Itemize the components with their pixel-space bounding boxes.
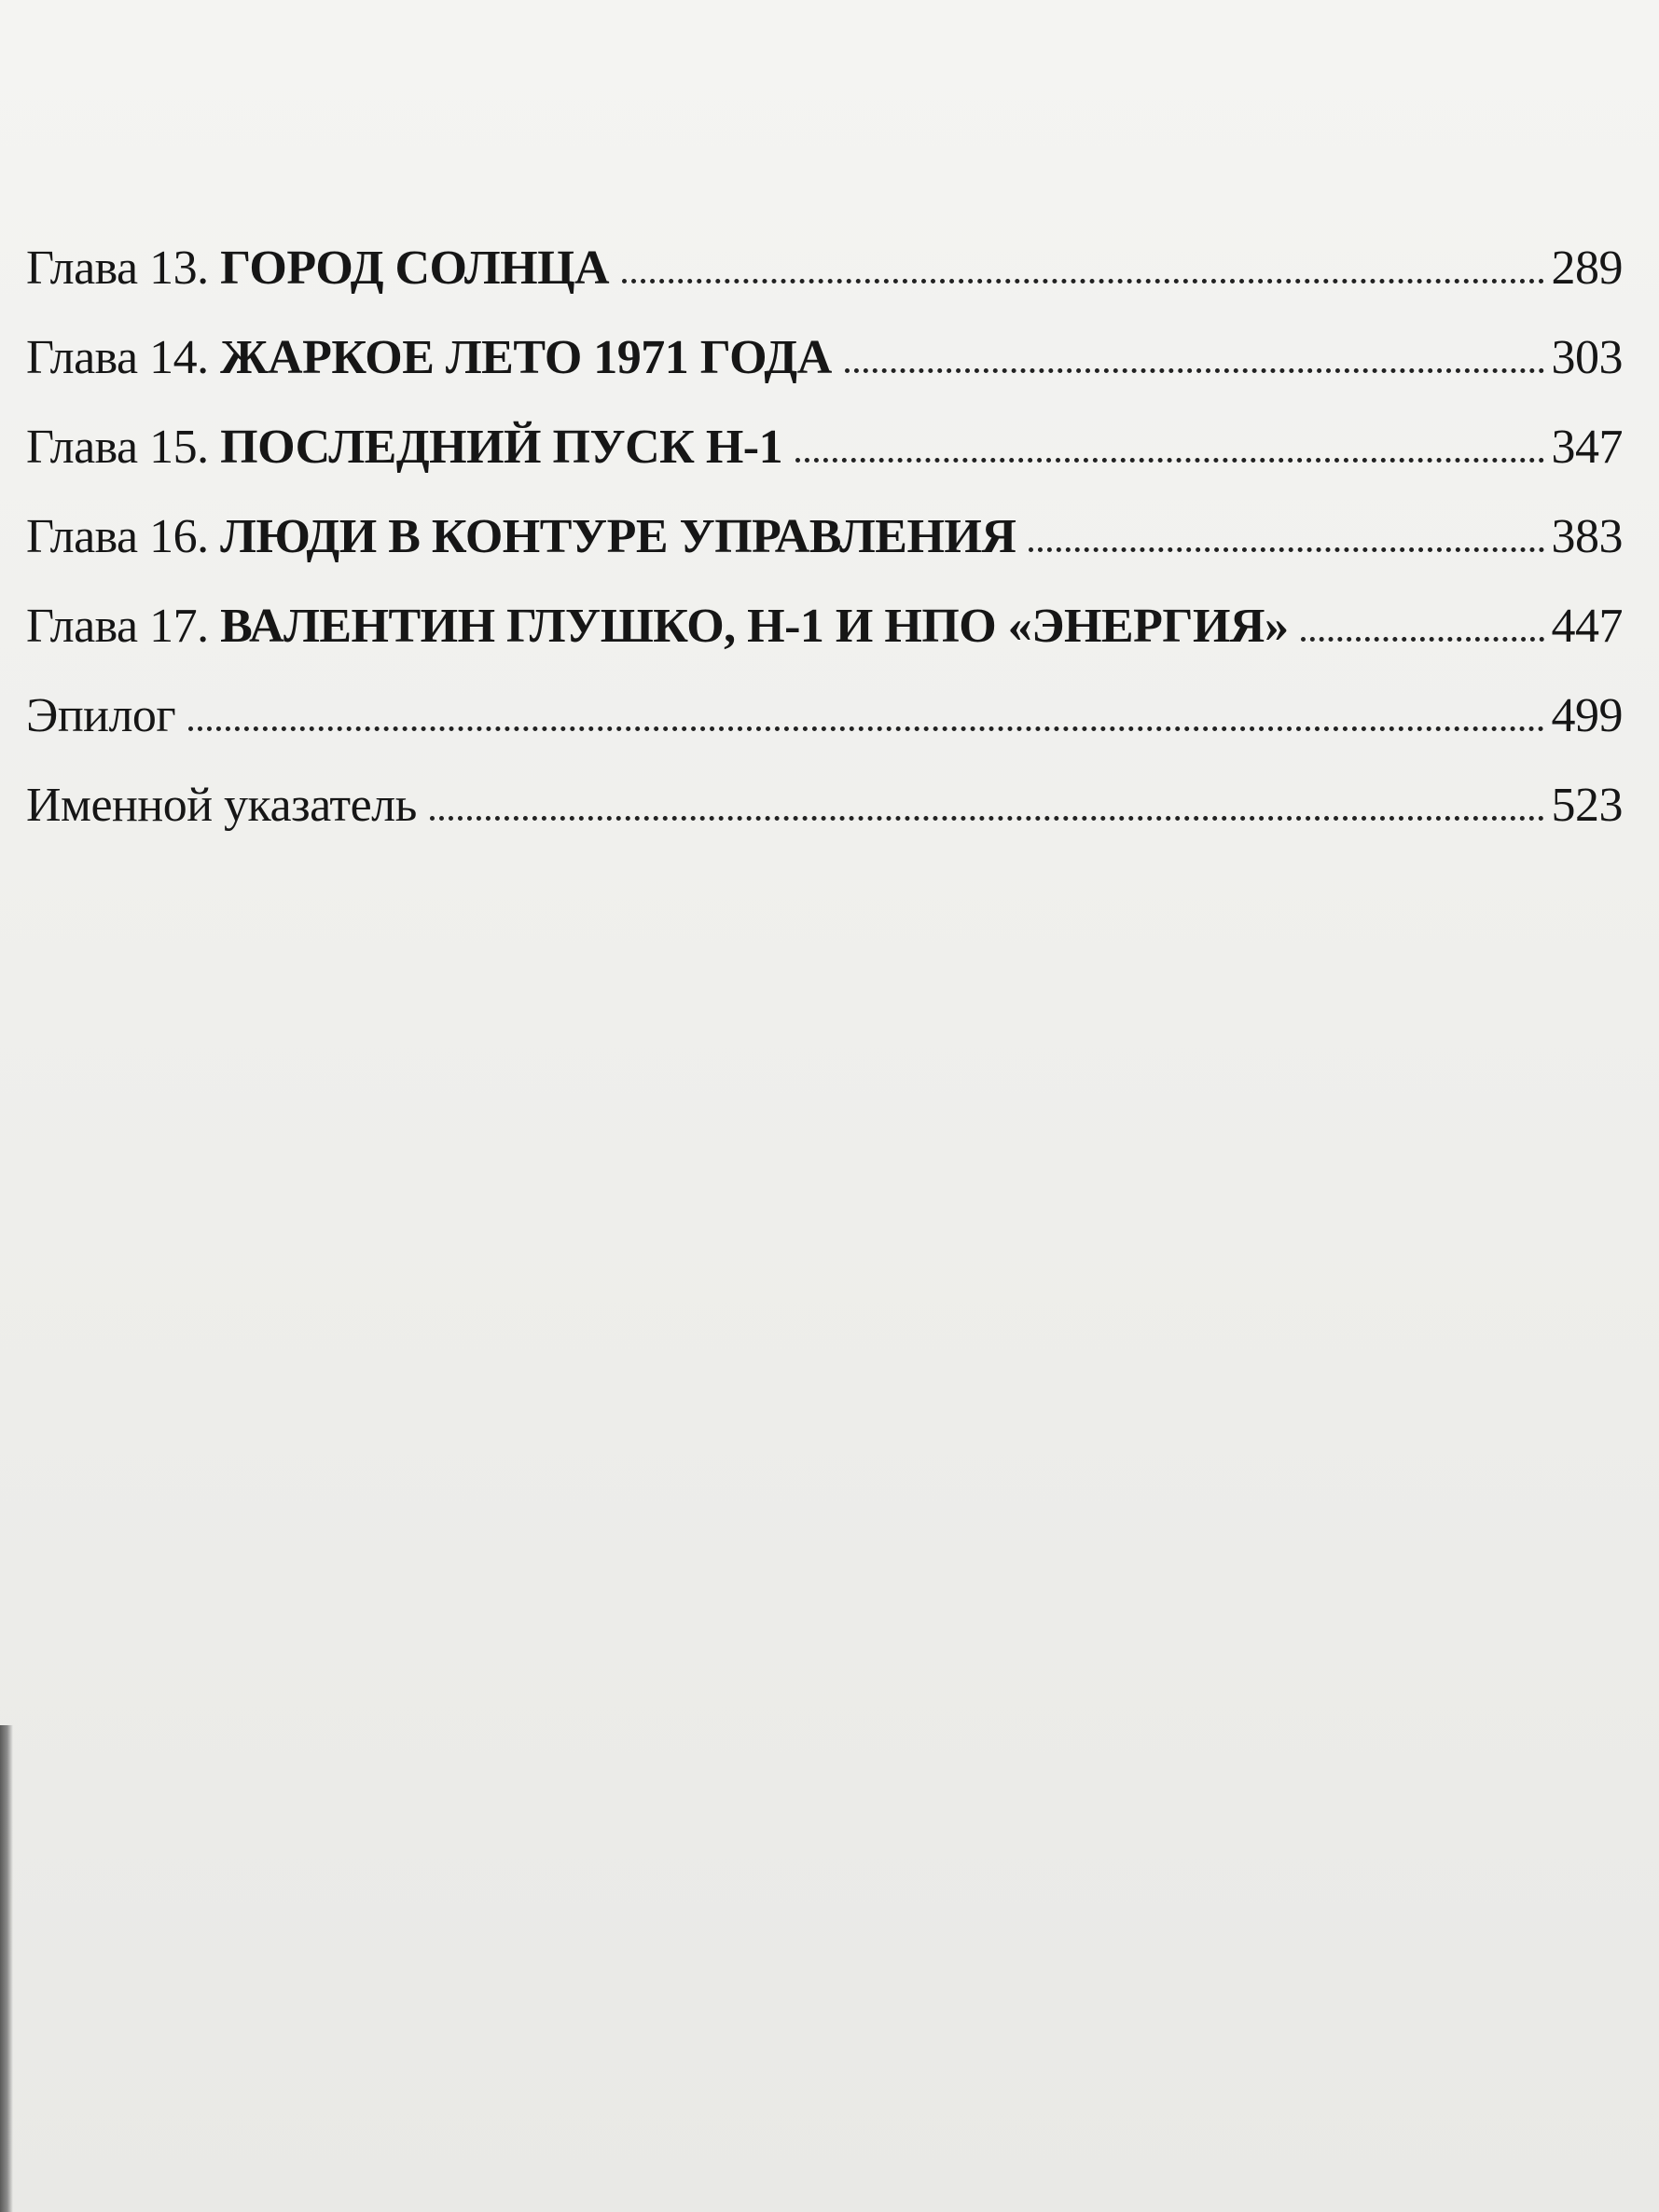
dot-leader — [1301, 637, 1543, 642]
table-of-contents — [26, 224, 1623, 850]
chapter-number: Глава 15. — [26, 421, 209, 474]
toc-entry-chapter-16 — [26, 492, 1623, 582]
toc-entry-title — [26, 582, 1301, 671]
chapter-title: ГОРОД СОЛНЦА — [220, 242, 610, 295]
chapter-title: ЖАРКОЕ ЛЕТО 1971 ГОДА — [220, 331, 832, 384]
page-number: 447 — [1551, 600, 1623, 653]
toc-entry-title — [26, 313, 845, 403]
page-number: 289 — [1551, 242, 1623, 295]
page-edge-shadow — [0, 1725, 13, 2212]
page-number: 523 — [1551, 779, 1623, 832]
toc-entry-title — [26, 403, 795, 492]
chapter-title: ПОСЛЕДНИЙ ПУСК Н-1 — [220, 421, 783, 474]
toc-entry-chapter-14 — [26, 313, 1623, 403]
dot-leader — [795, 458, 1543, 463]
chapter-number: Глава 14. — [26, 331, 209, 384]
toc-entry-chapter-17 — [26, 582, 1623, 671]
page-number: 347 — [1551, 421, 1623, 474]
page-number: 303 — [1551, 331, 1623, 384]
chapter-number: Глава 17. — [26, 600, 209, 653]
toc-entry-title: Эпилог — [26, 689, 176, 742]
dot-leader — [845, 368, 1544, 373]
dot-leader — [188, 726, 1543, 731]
toc-entry-chapter-15 — [26, 403, 1623, 492]
page-number: 383 — [1551, 510, 1623, 563]
page-number: 499 — [1551, 689, 1623, 742]
chapter-title: ВАЛЕНТИН ГЛУШКО, Н-1 И НПО «ЭНЕРГИЯ» — [220, 600, 1289, 653]
toc-entry-chapter-13 — [26, 224, 1623, 313]
toc-entry-title: Именной указатель — [26, 779, 417, 832]
dot-leader — [622, 279, 1543, 283]
chapter-number: Глава 16. — [26, 510, 209, 563]
dot-leader — [1029, 547, 1543, 552]
toc-entry-name-index — [26, 761, 1623, 850]
chapter-title: ЛЮДИ В КОНТУРЕ УПРАВЛЕНИЯ — [220, 510, 1016, 563]
dot-leader — [430, 816, 1544, 821]
chapter-number: Глава 13. — [26, 242, 209, 295]
toc-entry-title — [26, 492, 1029, 582]
toc-entry-epilogue — [26, 671, 1623, 761]
toc-entry-title — [26, 224, 622, 313]
